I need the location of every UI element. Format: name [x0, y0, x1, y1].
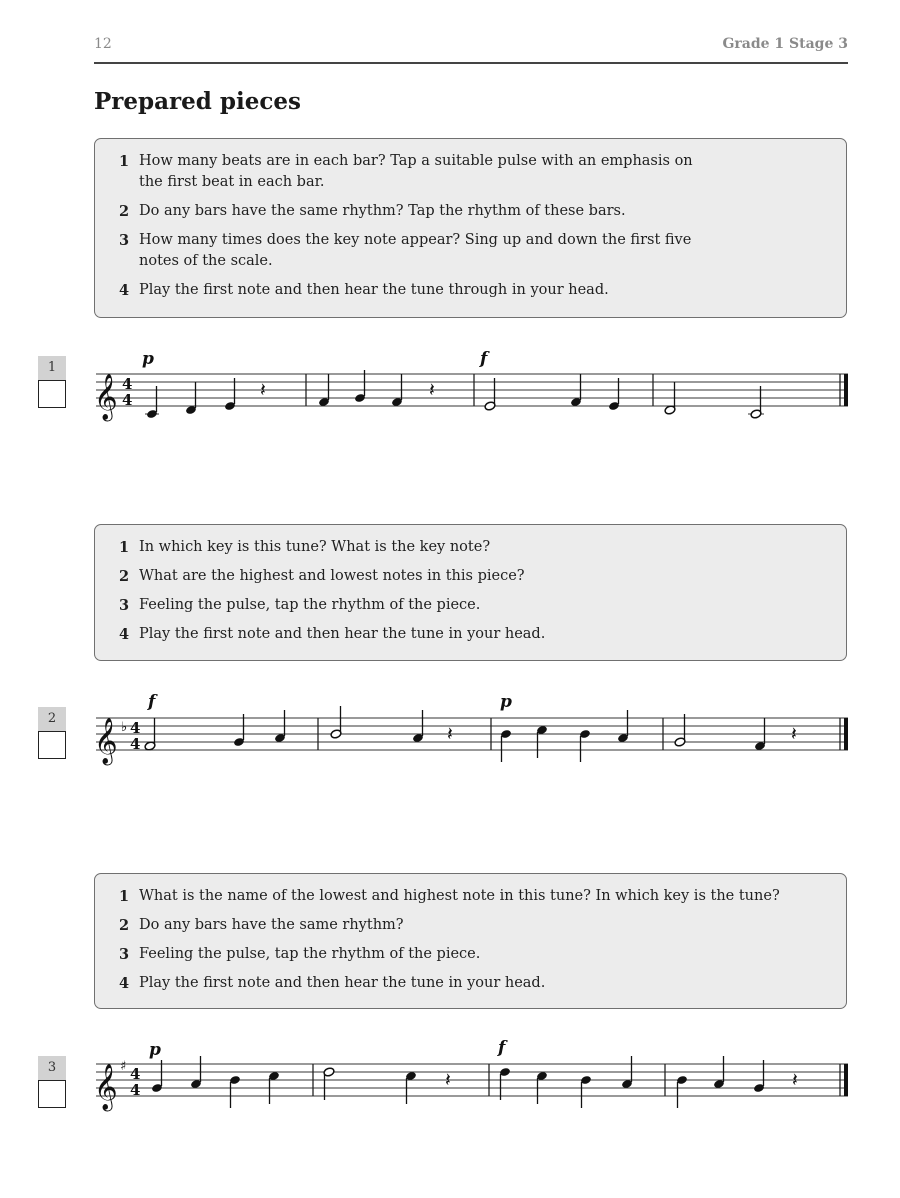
quarter-rest-icon: 𝄽	[447, 723, 453, 745]
question-text: Feeling the pulse, tap the rhythm of the piece.	[139, 597, 481, 613]
running-head: Grade 1 Stage 3	[722, 36, 848, 52]
piece-number: 1	[38, 356, 66, 380]
question-text: How many beats are in each bar? Tap a suitable pulse with an emphasis on the first beat in each bar.	[139, 153, 693, 190]
question-item	[119, 915, 826, 936]
final-barline	[844, 374, 848, 406]
question-item	[119, 973, 826, 994]
piece-checkbox[interactable]	[38, 1080, 66, 1108]
question-item	[119, 624, 826, 645]
flat-icon: ♭	[121, 720, 128, 735]
question-number: 2	[119, 917, 130, 934]
page-header	[94, 34, 848, 64]
piece-marker-1	[38, 356, 68, 408]
piece-checkbox[interactable]	[38, 380, 66, 408]
staff-lines	[96, 374, 848, 406]
time-signature-top: 4	[130, 1065, 141, 1083]
section-title: Prepared pieces	[94, 88, 301, 115]
question-item	[119, 201, 826, 222]
question-text: What are the highest and lowest notes in this piece?	[139, 568, 525, 584]
question-number: 1	[119, 888, 130, 905]
final-barline	[844, 1064, 848, 1096]
question-box-1	[94, 138, 847, 318]
dynamic-marking: f	[148, 692, 156, 712]
music-staff-3	[96, 1035, 852, 1125]
question-box-2	[94, 524, 847, 661]
question-number: 4	[119, 282, 130, 299]
question-item	[119, 230, 826, 272]
question-text: Feeling the pulse, tap the rhythm of the piece.	[139, 946, 481, 962]
quarter-rest-icon: 𝄽	[445, 1069, 451, 1091]
time-signature-bottom: 4	[122, 391, 133, 409]
question-text: Do any bars have the same rhythm? Tap the rhythm of these bars.	[139, 203, 626, 219]
notes	[145, 370, 848, 419]
time-signature-top: 4	[130, 719, 141, 737]
question-number: 3	[119, 946, 130, 963]
dynamic-marking: p	[149, 1040, 161, 1060]
question-item	[119, 595, 826, 616]
question-item	[119, 944, 826, 965]
quarter-rest-icon: 𝄽	[429, 379, 435, 401]
question-number: 1	[119, 153, 130, 170]
question-text: In which key is this tune? What is the key note?	[139, 539, 491, 555]
sharp-icon: ♯	[120, 1059, 127, 1074]
treble-clef-icon: 𝄞	[94, 1064, 118, 1110]
question-text: What is the name of the lowest and highest note in this tune? In which key is the tune?	[139, 888, 780, 904]
question-item	[119, 280, 826, 301]
page-number: 12	[94, 36, 112, 52]
question-text: Play the first note and then hear the tune in your head.	[139, 975, 546, 991]
question-item	[119, 537, 826, 558]
question-text: Play the first note and then hear the tune in your head.	[139, 626, 546, 642]
question-number: 3	[119, 232, 130, 249]
question-number: 3	[119, 597, 130, 614]
piece-number: 2	[38, 707, 66, 731]
question-text: Do any bars have the same rhythm?	[139, 917, 404, 933]
question-box-3	[94, 873, 847, 1009]
staff-lines	[96, 718, 848, 750]
time-signature-bottom: 4	[130, 735, 141, 753]
dynamic-marking: f	[480, 349, 488, 369]
question-item	[119, 886, 826, 907]
dynamic-marking: p	[500, 692, 512, 712]
question-number: 1	[119, 539, 130, 556]
question-number: 2	[119, 568, 130, 585]
treble-clef-icon: 𝄞	[94, 374, 118, 420]
staff-lines	[96, 1064, 848, 1096]
piece-marker-3	[38, 1056, 68, 1108]
question-text: Play the first note and then hear the tune through in your head.	[139, 282, 609, 298]
quarter-rest-icon: 𝄽	[260, 379, 266, 401]
piece-marker-2	[38, 707, 68, 759]
time-signature-bottom: 4	[130, 1081, 141, 1099]
dynamic-marking: p	[142, 349, 154, 369]
question-item	[119, 151, 826, 193]
final-barline	[844, 718, 848, 750]
quarter-rest-icon: 𝄽	[792, 1069, 798, 1091]
piece-number: 3	[38, 1056, 66, 1080]
question-number: 2	[119, 203, 130, 220]
music-staff-1	[96, 345, 852, 435]
question-number: 4	[119, 975, 130, 992]
piece-checkbox[interactable]	[38, 731, 66, 759]
time-signature-top: 4	[122, 375, 133, 393]
question-number: 4	[119, 626, 130, 643]
question-text: How many times does the key note appear? Sing up and down the first five notes of the scale.	[139, 232, 692, 269]
treble-clef-icon: 𝄞	[94, 718, 118, 764]
dynamic-marking: f	[498, 1038, 506, 1058]
music-staff-2	[96, 689, 852, 779]
question-item	[119, 566, 826, 587]
quarter-rest-icon: 𝄽	[791, 723, 797, 745]
